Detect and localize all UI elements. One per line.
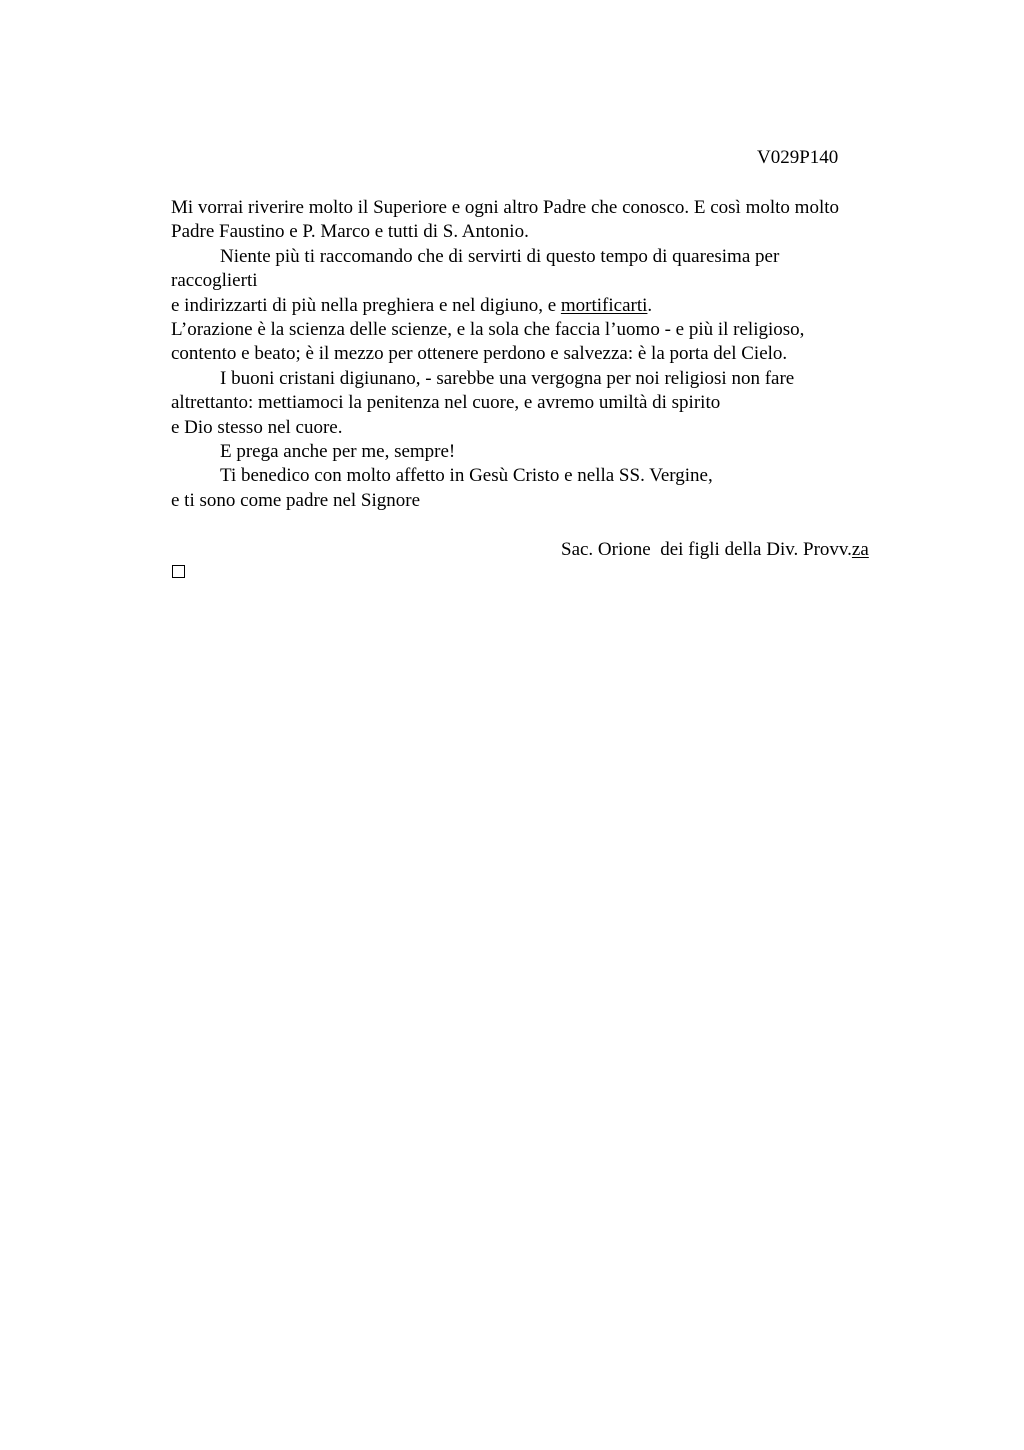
- text-fragment: .: [647, 294, 653, 316]
- text-fragment: e indirizzarti di più nella preghiera e nel digiuno, e: [171, 294, 561, 316]
- text-line: L’orazione è la scienza delle scienze, e la sola che faccia l’uomo - e più il religioso,: [171, 318, 805, 340]
- letter-body: [171, 196, 911, 513]
- text-line: e Dio stesso nel cuore.: [171, 416, 343, 438]
- signature: [561, 538, 869, 562]
- text-line: Mi vorrai riverire molto il Superiore e ogni altro Padre che conosco. E così molto molto: [171, 197, 840, 218]
- page-identifier: V029P140: [757, 147, 839, 168]
- text-line: Niente più ti raccomando che di servirti di questo tempo di quaresima per: [220, 245, 780, 267]
- signature-underlined-suffix: za: [851, 539, 869, 560]
- empty-box-icon: [172, 565, 185, 578]
- text-line: contento e beato; è il mezzo per ottenere perdono e salvezza: è la porta del Cielo.: [171, 343, 788, 365]
- text-line: E prega anche per me, sempre!: [220, 440, 456, 462]
- text-line: I buoni cristani digiunano, - sarebbe una vergogna per noi religiosi non fare: [220, 367, 795, 389]
- text-line: [171, 294, 911, 318]
- text-line: altrettanto: mettiamoci la penitenza nel cuore, e avremo umiltà di spirito: [171, 392, 721, 414]
- text-line: Ti benedico con molto affetto in Gesù Cristo e nella SS. Vergine,: [220, 465, 713, 487]
- text-line: e ti sono come padre nel Signore: [171, 489, 421, 511]
- text-line: Padre Faustino e P. Marco e tutti di S. Antonio.: [171, 221, 529, 243]
- underlined-word: mortificarti: [560, 294, 648, 316]
- text-line: raccoglierti: [171, 270, 258, 292]
- signature-text: Sac. Orione dei figli della Div. Provv.: [561, 539, 852, 560]
